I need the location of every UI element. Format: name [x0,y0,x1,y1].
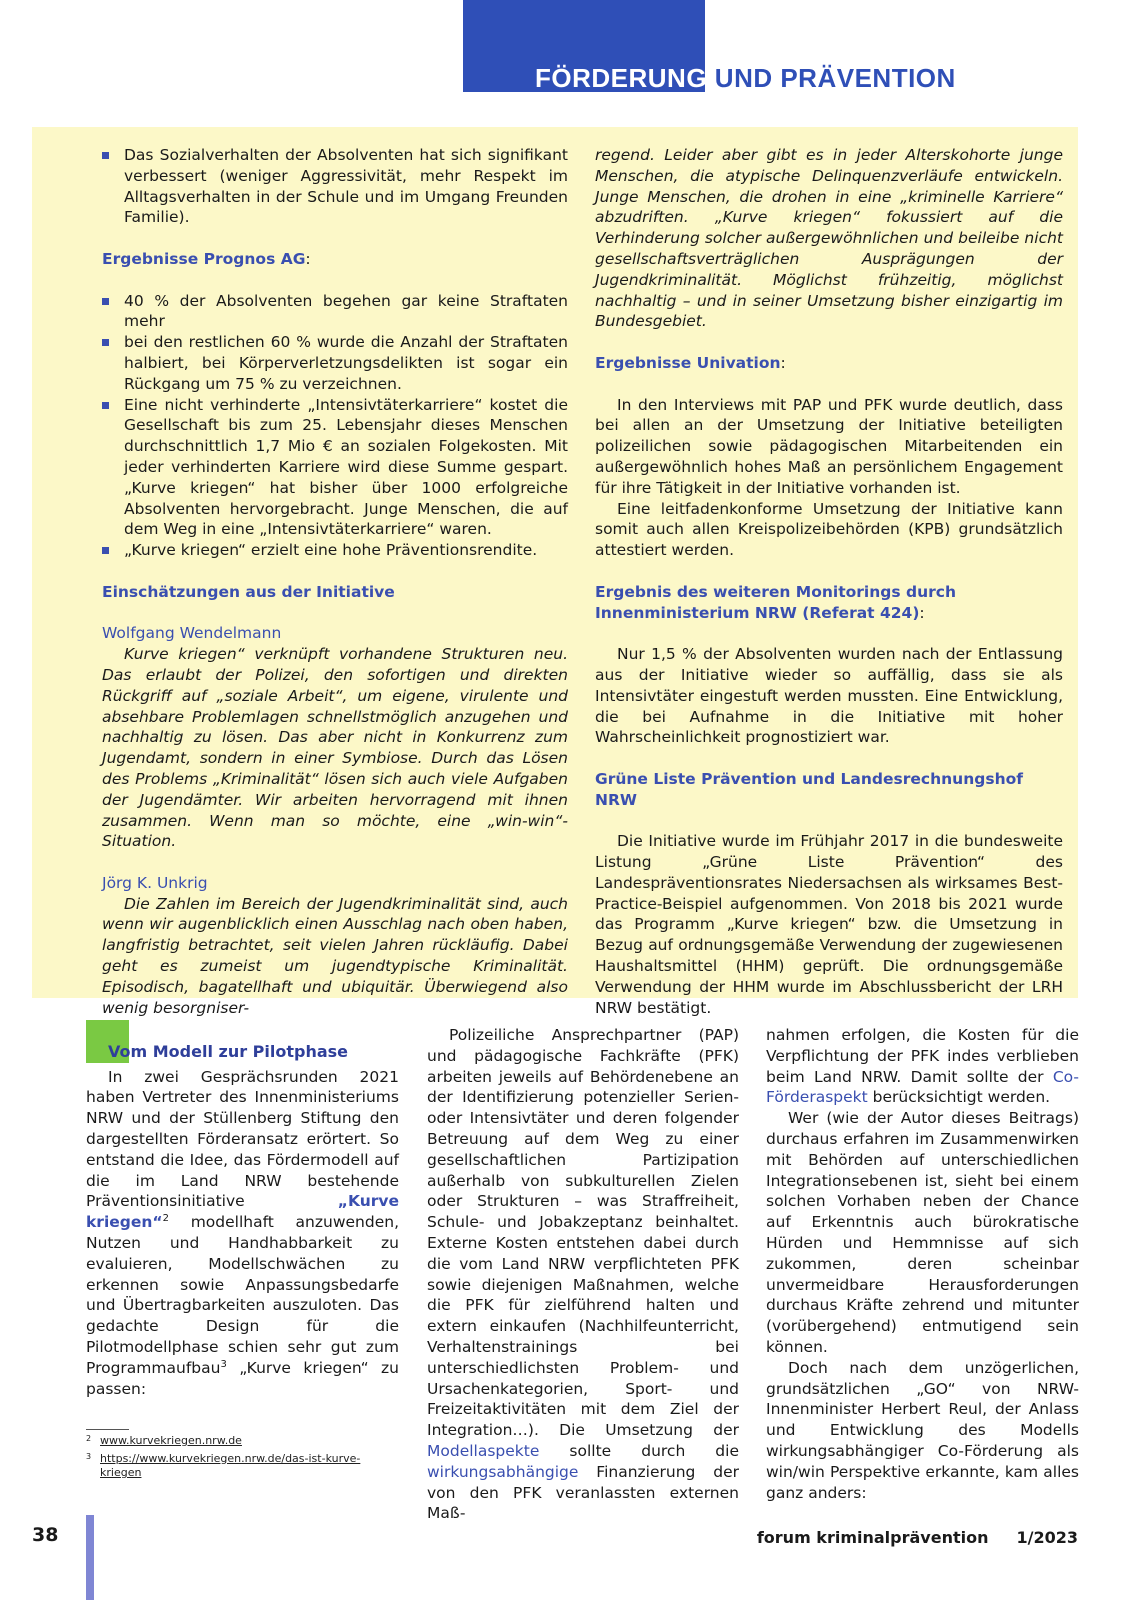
kurve-kriegen-link[interactable]: „Kurve kriegen“ [86,1192,399,1232]
page-number: 38 [32,1524,59,1546]
heading-univation: Ergebnisse Univation: [595,353,786,372]
footnote-link[interactable]: www.kurvekriegen.nrw.de [100,1434,242,1447]
footnote-ref-2[interactable]: 2 [162,1213,169,1225]
list-item: 40 % der Absolventen begehen gar keine Straftaten mehr [102,291,568,333]
list-item: Das Sozialverhalten der Absolventen hat sich signifikant verbessert (weniger Aggressivität, mehr Respekt im Alltagsverhalten in der Schule und im Umgang Freunden Familie). [102,145,568,228]
list-item: bei den restlichen 60 % wurde die Anzahl der Straftaten halbiert, bei Körperverletzungsdelikten ist sogar ein Rückgang um 75 % zu verzeichnen. [102,332,568,394]
heading-monitoring: Ergebnis des weiteren Monitorings durch Innenministerium NRW (Referat 424): [595,582,956,622]
article-column-2 [427,1025,739,1524]
article-paragraph-3: nahmen erfolgen, die Kosten für die Verpflichtung der PFK indes verblieben beim Land NRW. Damit sollte der Co-Förderaspekt berücksichtigt werden. [766,1026,1079,1107]
article-column-3 [766,1025,1079,1503]
footnote-3: 3 https://www.kurvekriegen.nrw.de/das-ist-kurve-kriegen [86,1452,399,1480]
quote-text-1: Kurve kriegen“ verknüpft vorhandene Strukturen neu. Das erlaubt der Polizei, den sofortigen und direkten Rückgriff auf „soziale Arbeit“, um eigene, virulente und absehbare Problemlagen schnellstmöglich anzugehen und nachhaltig zu lösen. Das aber nicht in Konkurrenz zum Jugendamt, sondern in einer Symbiose. Durch das Lösen des Problems „Kriminalität“ lösen sich auch viele Aufgaben der Jugendämter. Wir arbeiten hervorragend mit ihnen zusammen. Wenn man so möchte, eine „win-win“-Situation. [102,645,568,851]
footnote-ref-3[interactable]: 3 [220,1358,227,1370]
heading-prognos: Ergebnisse Prognos AG: [102,249,311,268]
box-column-left [102,145,568,1018]
section-header: FÖRDERUNG UND PRÄVENTION [535,63,956,93]
co-foerderaspekt-link[interactable]: Co-Förderaspekt [766,1067,1079,1107]
article-paragraph-2: Polizeiliche Ansprechpartner (PAP) und pädagogische Fachkräfte (PFK) arbeiten jeweils auf Behördenebene an der Identifizierung potenzieller Serien- oder Intensivtäter und deren folgender Betreuung auf dem Weg zu einer gesellschaftlichen Partizipation außerhalb von subkulturellen Zielen oder Strukturen – was Straffreiheit, Schule- und Jobakzeptanz beinhaltet. Externe Kosten entstehen dabei durch die vom Land NRW verpflichteten PFK sowie diejenigen Maßnahmen, welche die PFK für zielführend halten und extern einkaufen (Nachhilfeunterricht, Verhaltenstrainings bei unterschiedlichsten Problem- und Ursachenkategorien, Sport- und Freizeitaktivitäten mit dem Ziel der Integration…). Die Umsetzung der Modellaspekte sollte durch die wirkungsabhängige Finanzierung der von den PFK veranlassten externen Maß- [427,1026,739,1523]
heading-gruene-liste: Grüne Liste Prävention und Landesrechnungshof NRW [595,769,1023,809]
heading-einschaetzungen: Einschätzungen aus der Initiative [102,582,395,601]
article-paragraph-5: Doch nach dem unzögerlichen, grundsätzlichen „GO“ von NRW-Innenminister Herbert Reul, der Anlass und Entwicklung des Modells wirkungsabhängiger Co-Förderung als win/win Perspektive erkannte, kam alles ganz anders: [766,1358,1079,1502]
footnote-2: 2 www.kurvekriegen.nrw.de [86,1434,399,1448]
journal-name: forum kriminalprävention [756,1528,989,1547]
list-item: Eine nicht verhinderte „Intensivtäterkarriere“ kostet die Gesellschaft bis zum 25. Lebensjahr dieses Menschen durchschnittlich 1,7 Mio € an sozialen Folgekosten. Mit jeder verhinderten Karriere wird diese Summe gespart. „Kurve kriegen“ hat bisher über 1000 erfolgreiche Absolventen hervorgebracht. Junge Menschen, die auf dem Weg in eine „Intensivtäterkarriere“ waren. [102,395,568,541]
quote-author-2: Jörg K. Unkrig [102,873,208,892]
journal-footer [757,1528,1078,1547]
bullet-list-behaviour [102,145,568,228]
wirkungsabhaengige-link[interactable]: wirkungsabhängige [427,1462,579,1481]
monitoring-paragraph: Nur 1,5 % der Absolventen wurden nach der Entlassung aus der Initiative wieder so auffällig, dass sie als Intensivtäter eingestuft werden mussten. Eine Entwicklung, die bei Aufnahme in die Initiative mit hoher Wahrscheinlichkeit prognostiziert war. [595,645,1063,747]
gruene-liste-paragraph: Die Initiative wurde im Frühjahr 2017 in die bundesweite Listung „Grüne Liste Prävention“ des Landespräventionsrates Niedersachsen als wirksames Best-Practice-Beispiel aufgenommen. Von 2018 bis 2021 wurde das Programm „Kurve kriegen“ bzw. die Umsetzung in Bezug auf ordnungsgemäße Verwendung der zugewiesenen Haushaltsmittel (HHM) geprüft. Die ordnungsgemäße Verwendung der HHM wurde im Abschlussbericht der LRH NRW bestätigt. [595,832,1063,1017]
box-column-right [595,145,1063,1018]
journal-issue: 1/2023 [1016,1528,1078,1547]
section-title: Vom Modell zur Pilotphase [108,1042,349,1061]
article-paragraph-1: In zwei Gesprächsrunden 2021 haben Vertreter des Innenministeriums NRW und der Stüllenberg Stiftung den dargestellten Förderansatz erörtert. So entstand die Idee, das Fördermodell auf die im Land NRW bestehende Präventionsinitiative „Kurve kriegen“$^2$ modellhaft anzuwenden, Nutzen und Handhabbarkeit zu evaluieren, Modellschwächen zu erkennen sowie Anpassungsbedarfe und Übertragbarkeiten auszuloten. Das gedachte Design für die Pilotmodellphase schien sehr gut zum Programmaufbau$^3$ „Kurve kriegen“ zu passen: [86,1067,399,1398]
list-item: „Kurve kriegen“ erzielt eine hohe Präventionsrendite. [102,540,568,561]
article-column-1 [86,1025,399,1399]
footnote-link[interactable]: https://www.kurvekriegen.nrw.de/das-ist-kurve-kriegen [100,1452,361,1479]
univation-paragraph-2: Eine leitfadenkonforme Umsetzung der Initiative kann somit auch allen Kreispolizeibehörden (KPB) grundsätzlich attestiert werden. [595,499,1063,560]
modellaspekte-link[interactable]: Modellaspekte [427,1441,540,1460]
quote-author-1: Wolfgang Wendelmann [102,624,282,643]
quote-text-2-continued: regend. Leider aber gibt es in jeder Alterskohorte junge Menschen, die atypische Delinquenzverläufe entwickeln. Junge Menschen, die drohen in eine „kriminelle Karriere“ abzudriften. „Kurve kriegen“ fokussiert auf die Verhinderung solcher außergewöhnlichen und beileibe nicht gesellschaftsverträglichen Ausprägungen der Jugendkriminalität. Möglichst frühzeitig, möglichst nachhaltig – und in seiner Umsetzung bisher einzigartig im Bundesgebiet. [595,146,1063,331]
quote-text-2: Die Zahlen im Bereich der Jugendkriminalität sind, auch wenn wir augenblicklich einen Ausschlag nach oben haben, langfristig betrachtet, seit vielen Jahren rückläufig. Dabei geht es zumeist um jugendtypische Kriminalität. Episodisch, bagatellhaft und ubiquitär. Überwiegend also wenig besorgniser- [102,894,568,1017]
footnote-rule [86,1429,129,1430]
article-paragraph-4: Wer (wie der Autor dieses Beitrags) durchaus erfahren im Zusammenwirken mit Behörden auf unterschiedlichen Integrationsebenen ist, sieht bei einem solchen Vorhaben neben der Chance auf Erkenntnis auch bürokratische Hürden und Hemmnisse auf sich zukommen, deren scheinbar unvermeidbare Herausforderungen durchaus Kräfte zehrend und mitunter (vorübergehend) entmutigend sein können. [766,1109,1079,1356]
footer-accent-bar [86,1515,94,1600]
univation-paragraph-1: In den Interviews mit PAP und PFK wurde deutlich, dass bei allen an der Umsetzung der Initiative beteiligten polizeilichen sowie pädagogischen Mitarbeitenden ein außergewöhnlich hohes Maß an persönlichem Engagement für ihre Tätigkeit in der Initiative vorhanden ist. [595,395,1063,497]
bullet-list-prognos [102,291,568,561]
